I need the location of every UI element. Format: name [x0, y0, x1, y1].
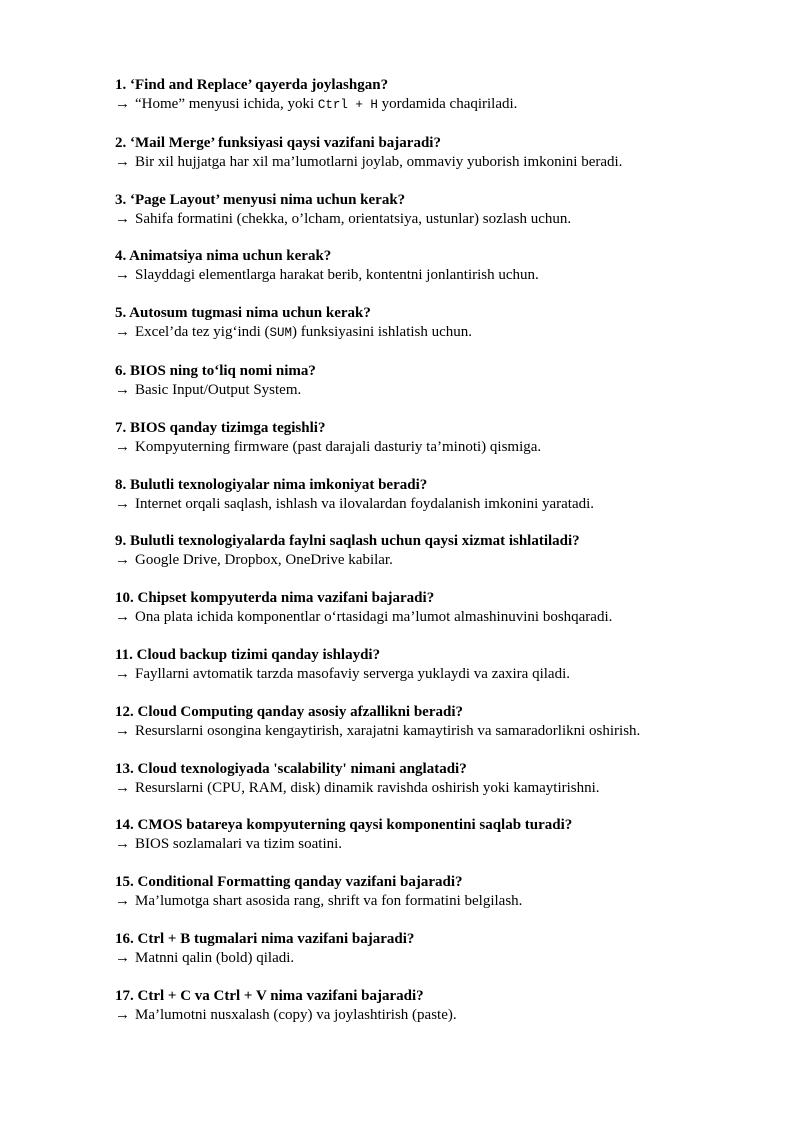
arrow-icon: → [115, 609, 130, 626]
question-text: 3. ‘Page Layout’ menyusi nima uchun kerak? [115, 191, 406, 208]
qa-item [115, 703, 775, 741]
answer-text [115, 266, 775, 285]
question-text: 2. ‘Mail Merge’ funksiyasi qaysi vazifani bajaradi? [115, 134, 441, 151]
answer-text [115, 323, 775, 343]
answer-text-part: Google Drive, Dropbox, OneDrive kabilar. [135, 552, 393, 569]
answer-text-part: Basic Input/Output System. [135, 381, 302, 398]
qa-item [115, 589, 775, 627]
answer-text [115, 95, 775, 115]
arrow-icon: → [115, 665, 130, 682]
question-text: 8. Bulutli texnologiyalar nima imkoniyat beradi? [115, 476, 428, 493]
arrow-icon: → [115, 324, 130, 341]
question-text: 17. Ctrl + C va Ctrl + V nima vazifani bajaradi? [115, 987, 424, 1004]
answer-text [115, 381, 775, 400]
qa-item [115, 873, 775, 911]
question-text: 5. Autosum tugmasi nima uchun kerak? [115, 305, 371, 322]
qa-item [115, 987, 775, 1025]
answer-text [115, 495, 775, 514]
answer-text [115, 665, 775, 684]
answer-text-part: Fayllarni avtomatik tarzda masofaviy serverga yuklaydi va zaxira qiladi. [135, 665, 570, 682]
question-text: 7. BIOS qanday tizimga tegishli? [115, 419, 326, 436]
arrow-icon: → [115, 495, 130, 512]
answer-text-part: Ma’lumotga shart asosida rang, shrift va fon formatini belgilash. [135, 893, 523, 910]
qa-item [115, 134, 775, 172]
qa-item [115, 930, 775, 968]
answer-text-part: Ona plata ichida komponentlar o‘rtasidagi ma’lumot almashinuvini boshqaradi. [135, 609, 613, 626]
qa-item [115, 76, 775, 115]
question-text: 16. Ctrl + B tugmalari nima vazifani bajaradi? [115, 930, 415, 947]
question-text: 12. Cloud Computing qanday asosiy afzallikni beradi? [115, 703, 463, 720]
arrow-icon: → [115, 836, 130, 853]
answer-text-part: Sahifa formatini (chekka, o’lcham, orientatsiya, ustunlar) sozlash uchun. [135, 210, 572, 227]
arrow-icon: → [115, 1006, 130, 1023]
function-name-code: SUM [269, 326, 293, 341]
answer-text [115, 438, 775, 457]
answer-text [115, 892, 775, 911]
answer-text-part: ) funksiyasini ishlatish uchun. [292, 324, 473, 341]
answer-text [115, 608, 775, 627]
question-text: 11. Cloud backup tizimi qanday ishlaydi? [115, 646, 381, 663]
answer-text [115, 779, 775, 798]
question-text: 13. Cloud texnologiyada 'scalability' nimani anglatadi? [115, 760, 467, 777]
document-page [115, 76, 775, 1044]
answer-text-part: Ma’lumotni nusxalash (copy) va joylashtirish (paste). [135, 1006, 457, 1023]
question-text: 6. BIOS ning to‘liq nomi nima? [115, 362, 316, 379]
question-text: 1. ‘Find and Replace’ qayerda joylashgan? [115, 77, 389, 93]
arrow-icon: → [115, 438, 130, 455]
qa-item [115, 646, 775, 684]
qa-item [115, 419, 775, 457]
arrow-icon: → [115, 949, 130, 966]
arrow-icon: → [115, 267, 130, 284]
question-text: 10. Chipset kompyuterda nima vazifani bajaradi? [115, 590, 435, 607]
answer-text-part: yordamida chaqiriladi. [377, 96, 518, 112]
arrow-icon: → [115, 779, 130, 796]
qa-item [115, 304, 775, 343]
answer-text-part: Kompyuterning firmware (past darajali dasturiy ta’minoti) qismiga. [135, 438, 542, 455]
answer-text-part: Excel’da tez yig‘indi ( [135, 324, 270, 341]
qa-item [115, 816, 775, 854]
arrow-icon: → [115, 893, 130, 910]
answer-text [115, 835, 775, 854]
answer-text [115, 551, 775, 570]
answer-text [115, 1006, 775, 1025]
arrow-icon: → [115, 96, 130, 112]
answer-text-part: Slayddagi elementlarga harakat berib, kontentni jonlantirish uchun. [135, 267, 539, 284]
qa-item [115, 247, 775, 285]
answer-text-part: Matnni qalin (bold) qiladi. [135, 949, 295, 966]
arrow-icon: → [115, 153, 130, 170]
answer-text [115, 210, 775, 229]
answer-text-part: Internet orqali saqlash, ishlash va ilovalardan foydalanish imkonini yaratadi. [135, 495, 595, 512]
answer-text-part: “Home” menyusi ichida, yoki [135, 96, 318, 112]
qa-item [115, 191, 775, 229]
answer-text [115, 722, 775, 741]
qa-item [115, 476, 775, 514]
keyboard-shortcut-code: Ctrl + H [317, 98, 378, 112]
qa-item [115, 760, 775, 798]
arrow-icon: → [115, 210, 130, 227]
question-text: 9. Bulutli texnologiyalarda faylni saqlash uchun qaysi xizmat ishlatiladi? [115, 533, 580, 550]
arrow-icon: → [115, 722, 130, 739]
answer-text [115, 949, 775, 968]
answer-text [115, 153, 775, 172]
answer-text-part: Resurslarni osongina kengaytirish, xarajatni kamaytirish va samaradorlikni oshirish. [135, 722, 641, 739]
question-text: 14. CMOS batareya kompyuterning qaysi komponentini saqlab turadi? [115, 817, 573, 834]
arrow-icon: → [115, 552, 130, 569]
question-text: 15. Conditional Formatting qanday vazifani bajaradi? [115, 874, 463, 891]
question-text: 4. Animatsiya nima uchun kerak? [115, 248, 332, 265]
answer-text-part: Resurslarni (CPU, RAM, disk) dinamik ravishda oshirish yoki kamaytirishni. [135, 779, 600, 796]
arrow-icon: → [115, 381, 130, 398]
qa-item [115, 362, 775, 400]
answer-text-part: Bir xil hujjatga har xil ma’lumotlarni joylab, ommaviy yuborish imkonini beradi. [135, 153, 623, 170]
qa-item [115, 532, 775, 570]
answer-text-part: BIOS sozlamalari va tizim soatini. [135, 836, 343, 853]
